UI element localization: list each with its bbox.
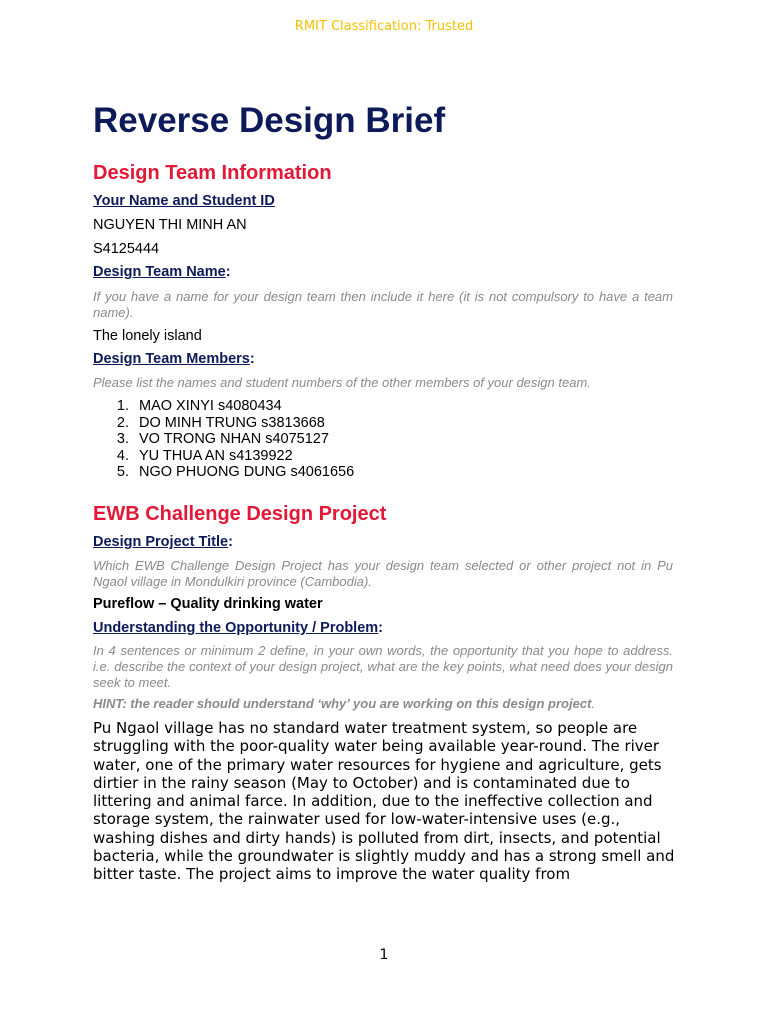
list-number: 1. xyxy=(116,398,129,414)
team-name: The lonely island xyxy=(93,328,202,344)
name-id-label-text: Your Name and Student ID xyxy=(93,193,275,209)
project-title-colon: : xyxy=(228,534,233,550)
problem-hint-period: . xyxy=(591,696,596,711)
list-item xyxy=(93,464,354,481)
list-number: 3. xyxy=(116,431,129,448)
problem-paragraph: Pu Ngaol village has no standard water treatment system, so people are struggling with the poor-quality water being available year-round. The river water, one of the primary water resources for hygiene and agriculture, gets dirtier in the rainy season (May to October) and is contaminated due to littering and animal farce. In addition, due to the ineffective collection and storage system, the rainwater used for low-water-intensive uses (e.g., washing dishes and dirty hands) is polluted from dirt, insects, and potential bacteria, while the groundwater is slightly muddy and has a strong smell and bitter taste. The project aims to improve the water quality from xyxy=(93,719,675,884)
team-members-colon: : xyxy=(249,351,255,367)
list-number: 2. xyxy=(116,414,129,431)
classification-label: RMIT Classification: Trusted xyxy=(294,19,474,34)
member-text: YU THUA AN s4139922 xyxy=(139,447,293,464)
student-id: S4125444 xyxy=(93,241,160,257)
student-name: NGUYEN THI MINH AN xyxy=(93,217,247,233)
team-members-hint: Please list the names and student numbers of the other members of your design team. xyxy=(93,375,591,390)
list-item xyxy=(93,448,354,465)
problem-label-text: Understanding the Opportunity / Problem xyxy=(93,620,379,636)
member-text: VO TRONG NHAN s4075127 xyxy=(139,431,329,448)
team-name-label-text: Design Team Name xyxy=(93,264,226,280)
team-members-list xyxy=(93,398,354,481)
team-name-label xyxy=(93,264,231,280)
list-item xyxy=(93,415,354,432)
problem-hint-bold-line xyxy=(93,696,673,712)
problem-colon: : xyxy=(378,620,384,636)
list-item xyxy=(93,431,354,448)
problem-label xyxy=(93,620,383,636)
name-id-label xyxy=(93,193,275,209)
problem-hint-bold: HINT: the reader should understand ‘why’ you are working on this design project xyxy=(93,696,592,711)
team-name-hint: If you have a name for your design team then include it here (it is not compulsory to have a team name). xyxy=(93,289,673,320)
page-number: 1 xyxy=(379,947,389,963)
project-title: Pureflow – Quality drinking water xyxy=(93,596,323,612)
team-members-label-text: Design Team Members xyxy=(93,351,250,367)
project-title-label-text: Design Project Title xyxy=(93,534,229,550)
team-name-colon: : xyxy=(225,264,231,280)
problem-hint: In 4 sentences or minimum 2 define, in your own words, the opportunity that you hope to address. i.e. describe the context of your design project, what are the key points, what need does your design seek to meet. xyxy=(93,643,673,690)
project-title-label xyxy=(93,534,233,550)
team-section-heading: Design Team Information xyxy=(93,162,332,184)
list-item xyxy=(93,398,354,415)
list-number: 5. xyxy=(116,464,129,481)
project-title-hint: Which EWB Challenge Design Project has your design team selected or other project not in Pu Ngaol village in Mondulkiri province (Cambodia). xyxy=(93,558,673,589)
member-text: MAO XINYI s4080434 xyxy=(139,398,282,414)
team-members-label xyxy=(93,351,255,367)
member-text: NGO PHUONG DUNG s4061656 xyxy=(139,464,355,481)
project-section-heading: EWB Challenge Design Project xyxy=(93,503,387,525)
list-number: 4. xyxy=(116,447,129,464)
member-text: DO MINH TRUNG s3813668 xyxy=(139,414,325,431)
document-title: Reverse Design Brief xyxy=(93,101,446,140)
